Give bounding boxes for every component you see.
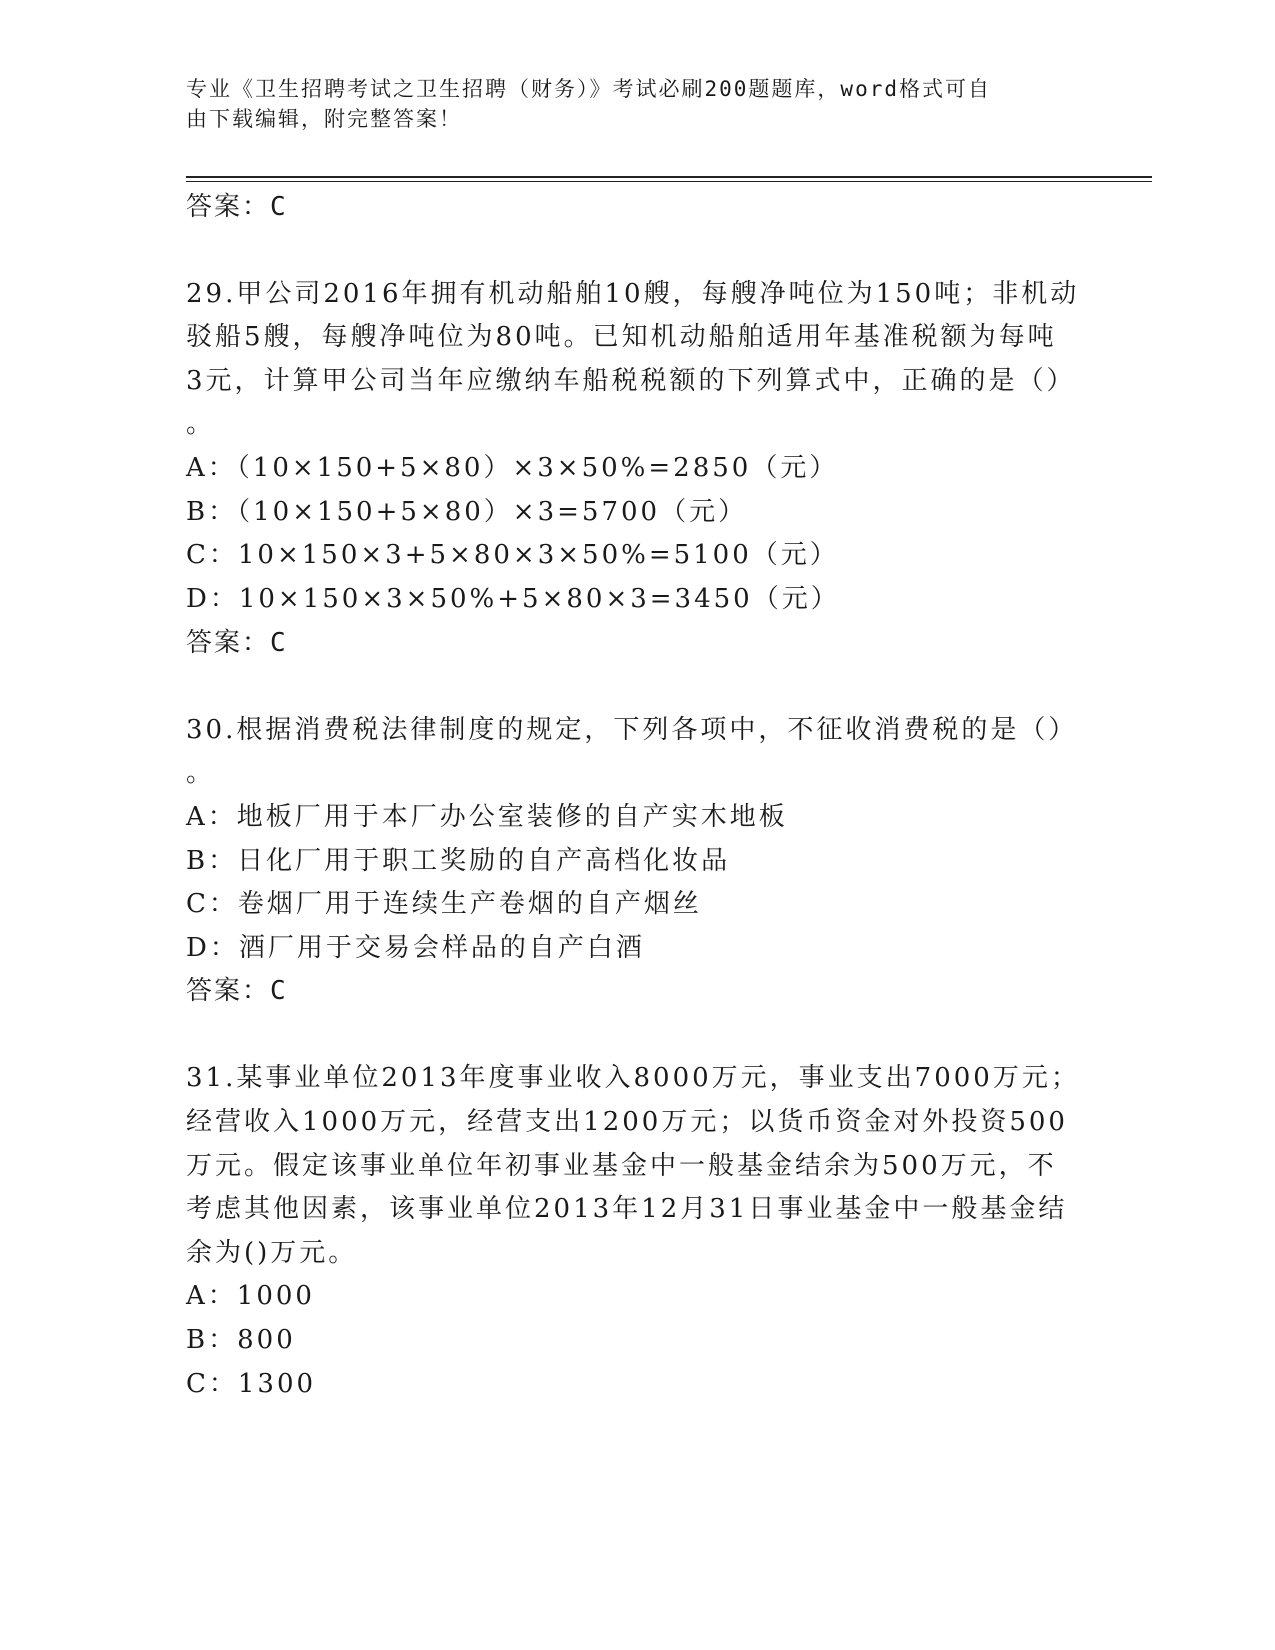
header-line-1: 专业《卫生招聘考试之卫生招聘（财务）》考试必刷200题题库，word格式可自 <box>186 77 991 101</box>
option-c: C：1300 <box>186 1369 317 1399</box>
question-text-line: 3元，计算甲公司当年应缴纳车船税税额的下列算式中，正确的是（） <box>186 366 1076 396</box>
question-text-line: 30.根据消费税法律制度的规定，下列各项中，不征收消费税的是（） <box>186 715 1078 745</box>
question-text-line: 。 <box>186 758 216 788</box>
answer-q29: 答案：C <box>186 628 288 658</box>
answer-q28: 答案：C <box>186 192 288 222</box>
question-text-line: 。 <box>186 409 216 439</box>
option-b: B：日化厂用于职工奖励的自产高档化妆品 <box>186 846 731 876</box>
option-a: A：地板厂用于本厂办公室装修的自产实木地板 <box>186 802 788 832</box>
question-text-line: 考虑其他因素，该事业单位2013年12月31日事业基金中一般基金结 <box>186 1194 1068 1224</box>
page-header <box>186 74 1066 134</box>
option-d: D：酒厂用于交易会样品的自产白酒 <box>186 933 645 963</box>
option-c: C：10×150×3+5×80×3×50%=5100（元） <box>186 540 839 570</box>
header-line-2: 由下载编辑，附完整答案！ <box>186 107 462 131</box>
question-text-line: 31.某事业单位2013年度事业收入8000万元，事业支出7000万元； <box>186 1063 1080 1093</box>
question-text-line: 驳船5艘，每艘净吨位为80吨。已知机动船舶适用年基准税额为每吨 <box>186 322 1057 352</box>
option-c: C：卷烟厂用于连续生产卷烟的自产烟丝 <box>186 889 702 919</box>
question-text-line: 万元。假定该事业单位年初事业基金中一般基金结余为500万元，不 <box>186 1151 1057 1181</box>
option-a: A：（10×150+5×80）×3×50%=2850（元） <box>186 453 839 483</box>
option-b: B：（10×150+5×80）×3=5700（元） <box>186 497 748 527</box>
question-text-line: 余为()万元。 <box>186 1238 358 1268</box>
header-rule-thick <box>186 176 1152 178</box>
answer-q30: 答案：C <box>186 976 288 1006</box>
header-rule-thin <box>186 181 1152 182</box>
question-text-line: 29.甲公司2016年拥有机动船舶10艘，每艘净吨位为150吨；非机动 <box>186 279 1080 309</box>
option-b: B：800 <box>186 1325 296 1355</box>
option-d: D：10×150×3×50%+5×80×3=3450（元） <box>186 584 840 614</box>
option-a: A：1000 <box>186 1281 315 1311</box>
question-text-line: 经营收入1000万元，经营支出1200万元；以货币资金对外投资500 <box>186 1107 1068 1137</box>
